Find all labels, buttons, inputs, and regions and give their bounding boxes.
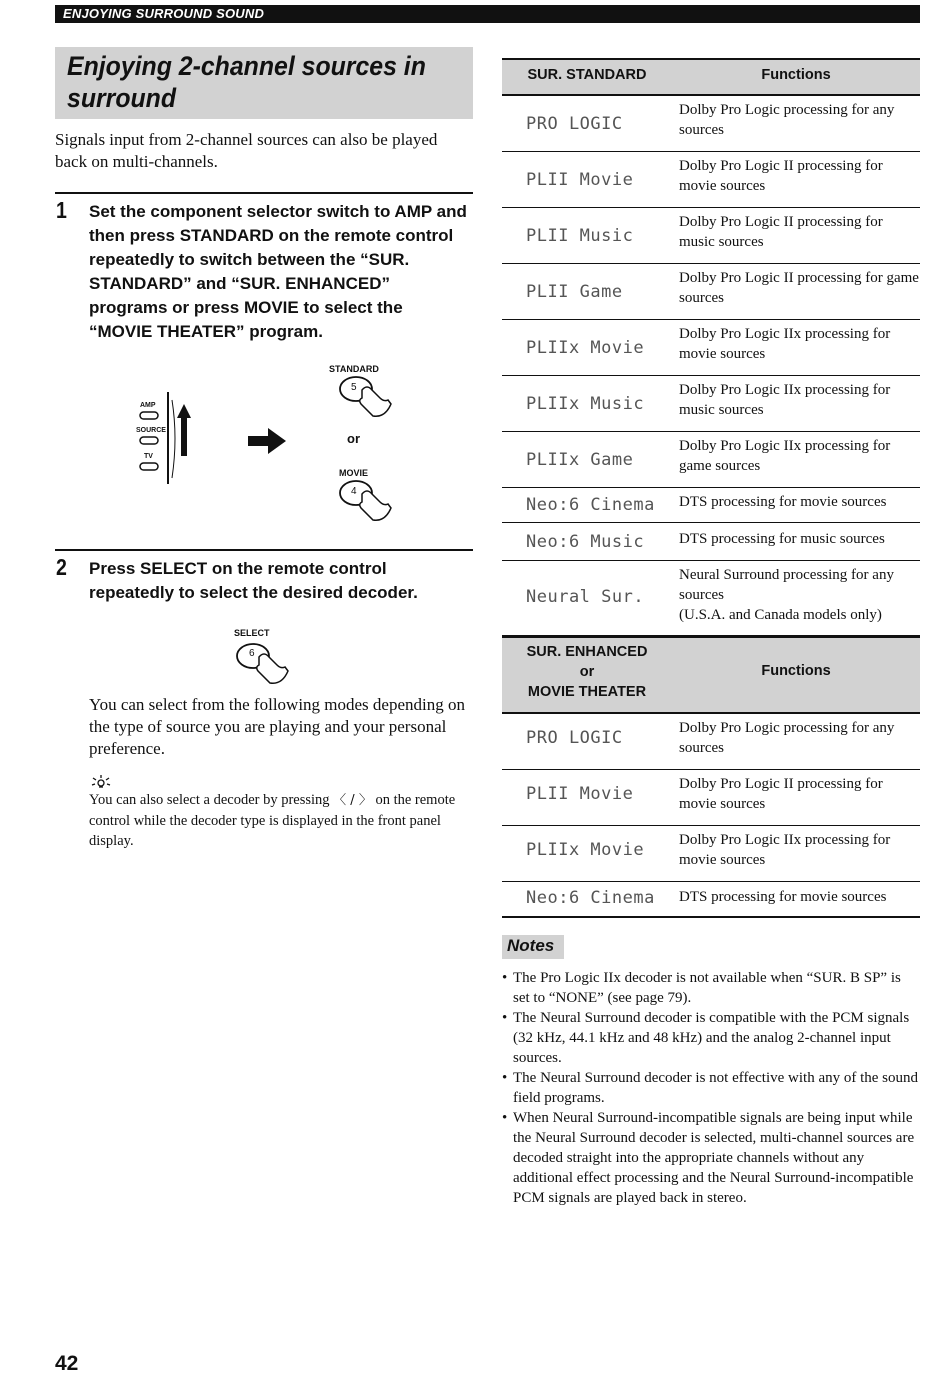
- step-1-text: Set the component selector switch to AMP and then press STANDARD on the remote control repeatedly to switch between the “SUR. STANDARD” and “SUR. ENHANCED” programs or press MOVIE to select the “MOVIE THEATER” program.: [89, 202, 467, 341]
- mode-name: PLIIx Game: [526, 450, 634, 470]
- mode-function: Dolby Pro Logic IIx processing for music sources: [679, 382, 891, 418]
- or-label: or: [347, 431, 360, 446]
- table-row: [502, 96, 920, 152]
- mode-name: PLII Movie: [526, 784, 634, 804]
- mode-name: PLIIx Movie: [526, 840, 645, 860]
- switch-label-source: SOURCE: [136, 427, 166, 434]
- cursor-keys-symbol: 〈 / 〉: [333, 793, 372, 808]
- mode-function: Dolby Pro Logic IIx processing for movie sources: [679, 832, 891, 868]
- table-row: [502, 152, 920, 208]
- table-row: [502, 714, 920, 770]
- switch-label-amp: AMP: [140, 402, 156, 409]
- tip-text-before: You can also select a decoder by pressing: [89, 792, 334, 808]
- mode-function: DTS processing for movie sources: [679, 494, 887, 510]
- mode-name: Neural Sur.: [526, 587, 645, 607]
- standard-button-icon: [340, 377, 391, 416]
- table-row: [502, 488, 920, 523]
- step-1-number: 1: [56, 197, 67, 223]
- note-item: • The Neural Surround decoder is compatible with the PCM signals (32 kHz, 44.1 kHz and 48 kHz) and the analog 2-channel input sources.: [502, 1008, 920, 1068]
- decoder-table: [502, 58, 920, 918]
- mode-function: Dolby Pro Logic IIx processing for game sources: [679, 438, 891, 474]
- note-item: • When Neural Surround-incompatible signals are being input while the Neural Surround decoder is selected, multi-channel sources are decoded straight into the appropriate channels without any additional effect processing and the Neural Surround-incompatible PCM signals are played back in stereo.: [502, 1108, 920, 1208]
- step-2-number: 2: [56, 554, 67, 580]
- table-row: [502, 320, 920, 376]
- mode-function: [679, 565, 919, 625]
- mode-name: PRO LOGIC: [526, 114, 623, 134]
- table-row: [502, 770, 920, 826]
- table-row: [502, 208, 920, 264]
- mode-function: Dolby Pro Logic II processing for movie sources: [679, 776, 883, 812]
- standard-label: STANDARD: [329, 364, 379, 374]
- mode-function: Dolby Pro Logic IIx processing for movie sources: [679, 326, 891, 362]
- notes-label-box: [502, 935, 564, 959]
- mode-name: PLII Game: [526, 282, 623, 302]
- modes-paragraph: You can select from the following modes depending on the type of source you are playing and your personal preference.: [89, 695, 465, 758]
- page-number: 42: [55, 1352, 79, 1375]
- intro-paragraph: Signals input from 2-channel sources can also be played back on multi-channels.: [55, 130, 438, 171]
- mode-function-text: Neural Surround processing for any sources: [679, 567, 894, 603]
- mode-function: Dolby Pro Logic II processing for movie sources: [679, 158, 883, 194]
- mode-name: Neo:6 Cinema: [526, 495, 655, 515]
- mode-function: Dolby Pro Logic II processing for game sources: [679, 270, 919, 306]
- movie-button-icon: [340, 481, 391, 520]
- header-line-or: or: [579, 664, 595, 680]
- table-row: [502, 376, 920, 432]
- standard-key: 5: [351, 382, 357, 393]
- mode-name: PLIIx Music: [526, 394, 645, 414]
- header-sur-enhanced: [502, 642, 672, 702]
- header-line-enhanced: SUR. ENHANCED: [526, 644, 648, 660]
- table-row: [502, 826, 920, 882]
- step-1-rule: [55, 192, 473, 194]
- section-header-label: ENJOYING SURROUND SOUND: [63, 6, 265, 21]
- page-title: Enjoying 2-channel sources in surround: [67, 51, 426, 113]
- header-line-movie-theater: MOVIE THEATER: [527, 684, 647, 700]
- table-header-enhanced: [502, 636, 920, 714]
- notes-list: [502, 968, 920, 1208]
- tip-text-after: on the remote control while the decoder type is displayed in the front panel display.: [89, 792, 456, 849]
- mode-name: PLII Movie: [526, 170, 634, 190]
- movie-label: MOVIE: [339, 468, 369, 478]
- table-row: [502, 882, 920, 918]
- step-2-text: Press SELECT on the remote control repeatedly to select the desired decoder.: [89, 559, 418, 602]
- note-item: • The Pro Logic IIx decoder is not available when “SUR. B SP” is set to “NONE” (see page 79).: [502, 968, 920, 1008]
- mode-name: Neo:6 Cinema: [526, 888, 655, 908]
- mode-function-note: (U.S.A. and Canada models only): [679, 607, 882, 623]
- header-sur-standard: SUR. STANDARD: [527, 67, 647, 83]
- mode-name: PLIIx Movie: [526, 338, 645, 358]
- mode-function: DTS processing for movie sources: [679, 889, 887, 905]
- mode-function: Dolby Pro Logic processing for any sources: [679, 102, 895, 138]
- mode-name: PRO LOGIC: [526, 728, 623, 748]
- switch-label-tv: TV: [144, 453, 153, 460]
- step-2-rule: [55, 549, 473, 551]
- header-functions: Functions: [761, 67, 831, 83]
- notes-label: Notes: [507, 936, 555, 955]
- note-item: • The Neural Surround decoder is not effective with any of the sound field programs.: [502, 1068, 920, 1108]
- table-row: [502, 561, 920, 636]
- table-row: [502, 523, 920, 561]
- section-header-bar: [55, 5, 920, 23]
- select-key: 6: [249, 648, 255, 659]
- title-box: [55, 47, 473, 119]
- tip-icon: [89, 772, 113, 790]
- header-functions-enhanced: Functions: [761, 663, 831, 679]
- mode-function: DTS processing for music sources: [679, 531, 885, 547]
- selector-diagram: [130, 360, 430, 530]
- table-header-standard: [502, 58, 920, 96]
- mode-function: Dolby Pro Logic processing for any sources: [679, 720, 895, 756]
- table-row: [502, 264, 920, 320]
- select-label: SELECT: [234, 628, 270, 638]
- right-arrow-icon: [248, 428, 286, 454]
- mode-name: PLII Music: [526, 226, 634, 246]
- mode-name: Neo:6 Music: [526, 532, 645, 552]
- table-row: [502, 432, 920, 488]
- select-illustration: [228, 626, 298, 686]
- tip-text: [89, 790, 473, 851]
- selector-illustration: [130, 360, 430, 530]
- mode-function: Dolby Pro Logic II processing for music sources: [679, 214, 883, 250]
- movie-key: 4: [351, 486, 357, 497]
